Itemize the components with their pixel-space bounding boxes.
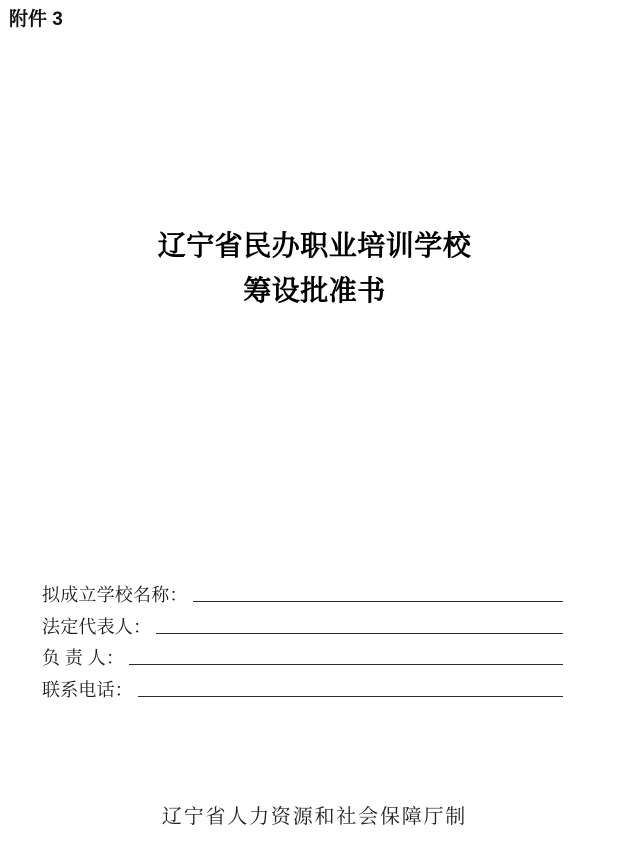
field-value-line-school-name — [193, 601, 563, 602]
field-value-line-contact-phone — [138, 696, 563, 697]
attachment-number-label: 附件 3 — [9, 9, 63, 30]
field-label-school-name: 拟成立学校名称： — [42, 585, 188, 606]
field-row-school-name — [42, 576, 563, 607]
field-label-contact-phone: 联系电话： — [42, 679, 133, 700]
field-label-person-in-charge: 负 责 人： — [42, 648, 125, 669]
field-value-line-legal-representative — [156, 633, 563, 634]
issuing-authority-footer: 辽宁省人力资源和社会保障厅制 — [161, 806, 468, 828]
document-title-line2: 筹设批准书 — [243, 276, 386, 307]
form-fields — [42, 576, 563, 702]
field-row-legal-representative — [42, 607, 563, 638]
field-row-person-in-charge — [42, 639, 563, 670]
document-title — [0, 224, 629, 314]
field-label-legal-representative: 法定代表人： — [42, 616, 152, 637]
field-row-contact-phone — [42, 670, 563, 701]
field-value-line-person-in-charge — [129, 664, 563, 665]
document-title-line1: 辽宁省民办职业培训学校 — [157, 231, 472, 262]
